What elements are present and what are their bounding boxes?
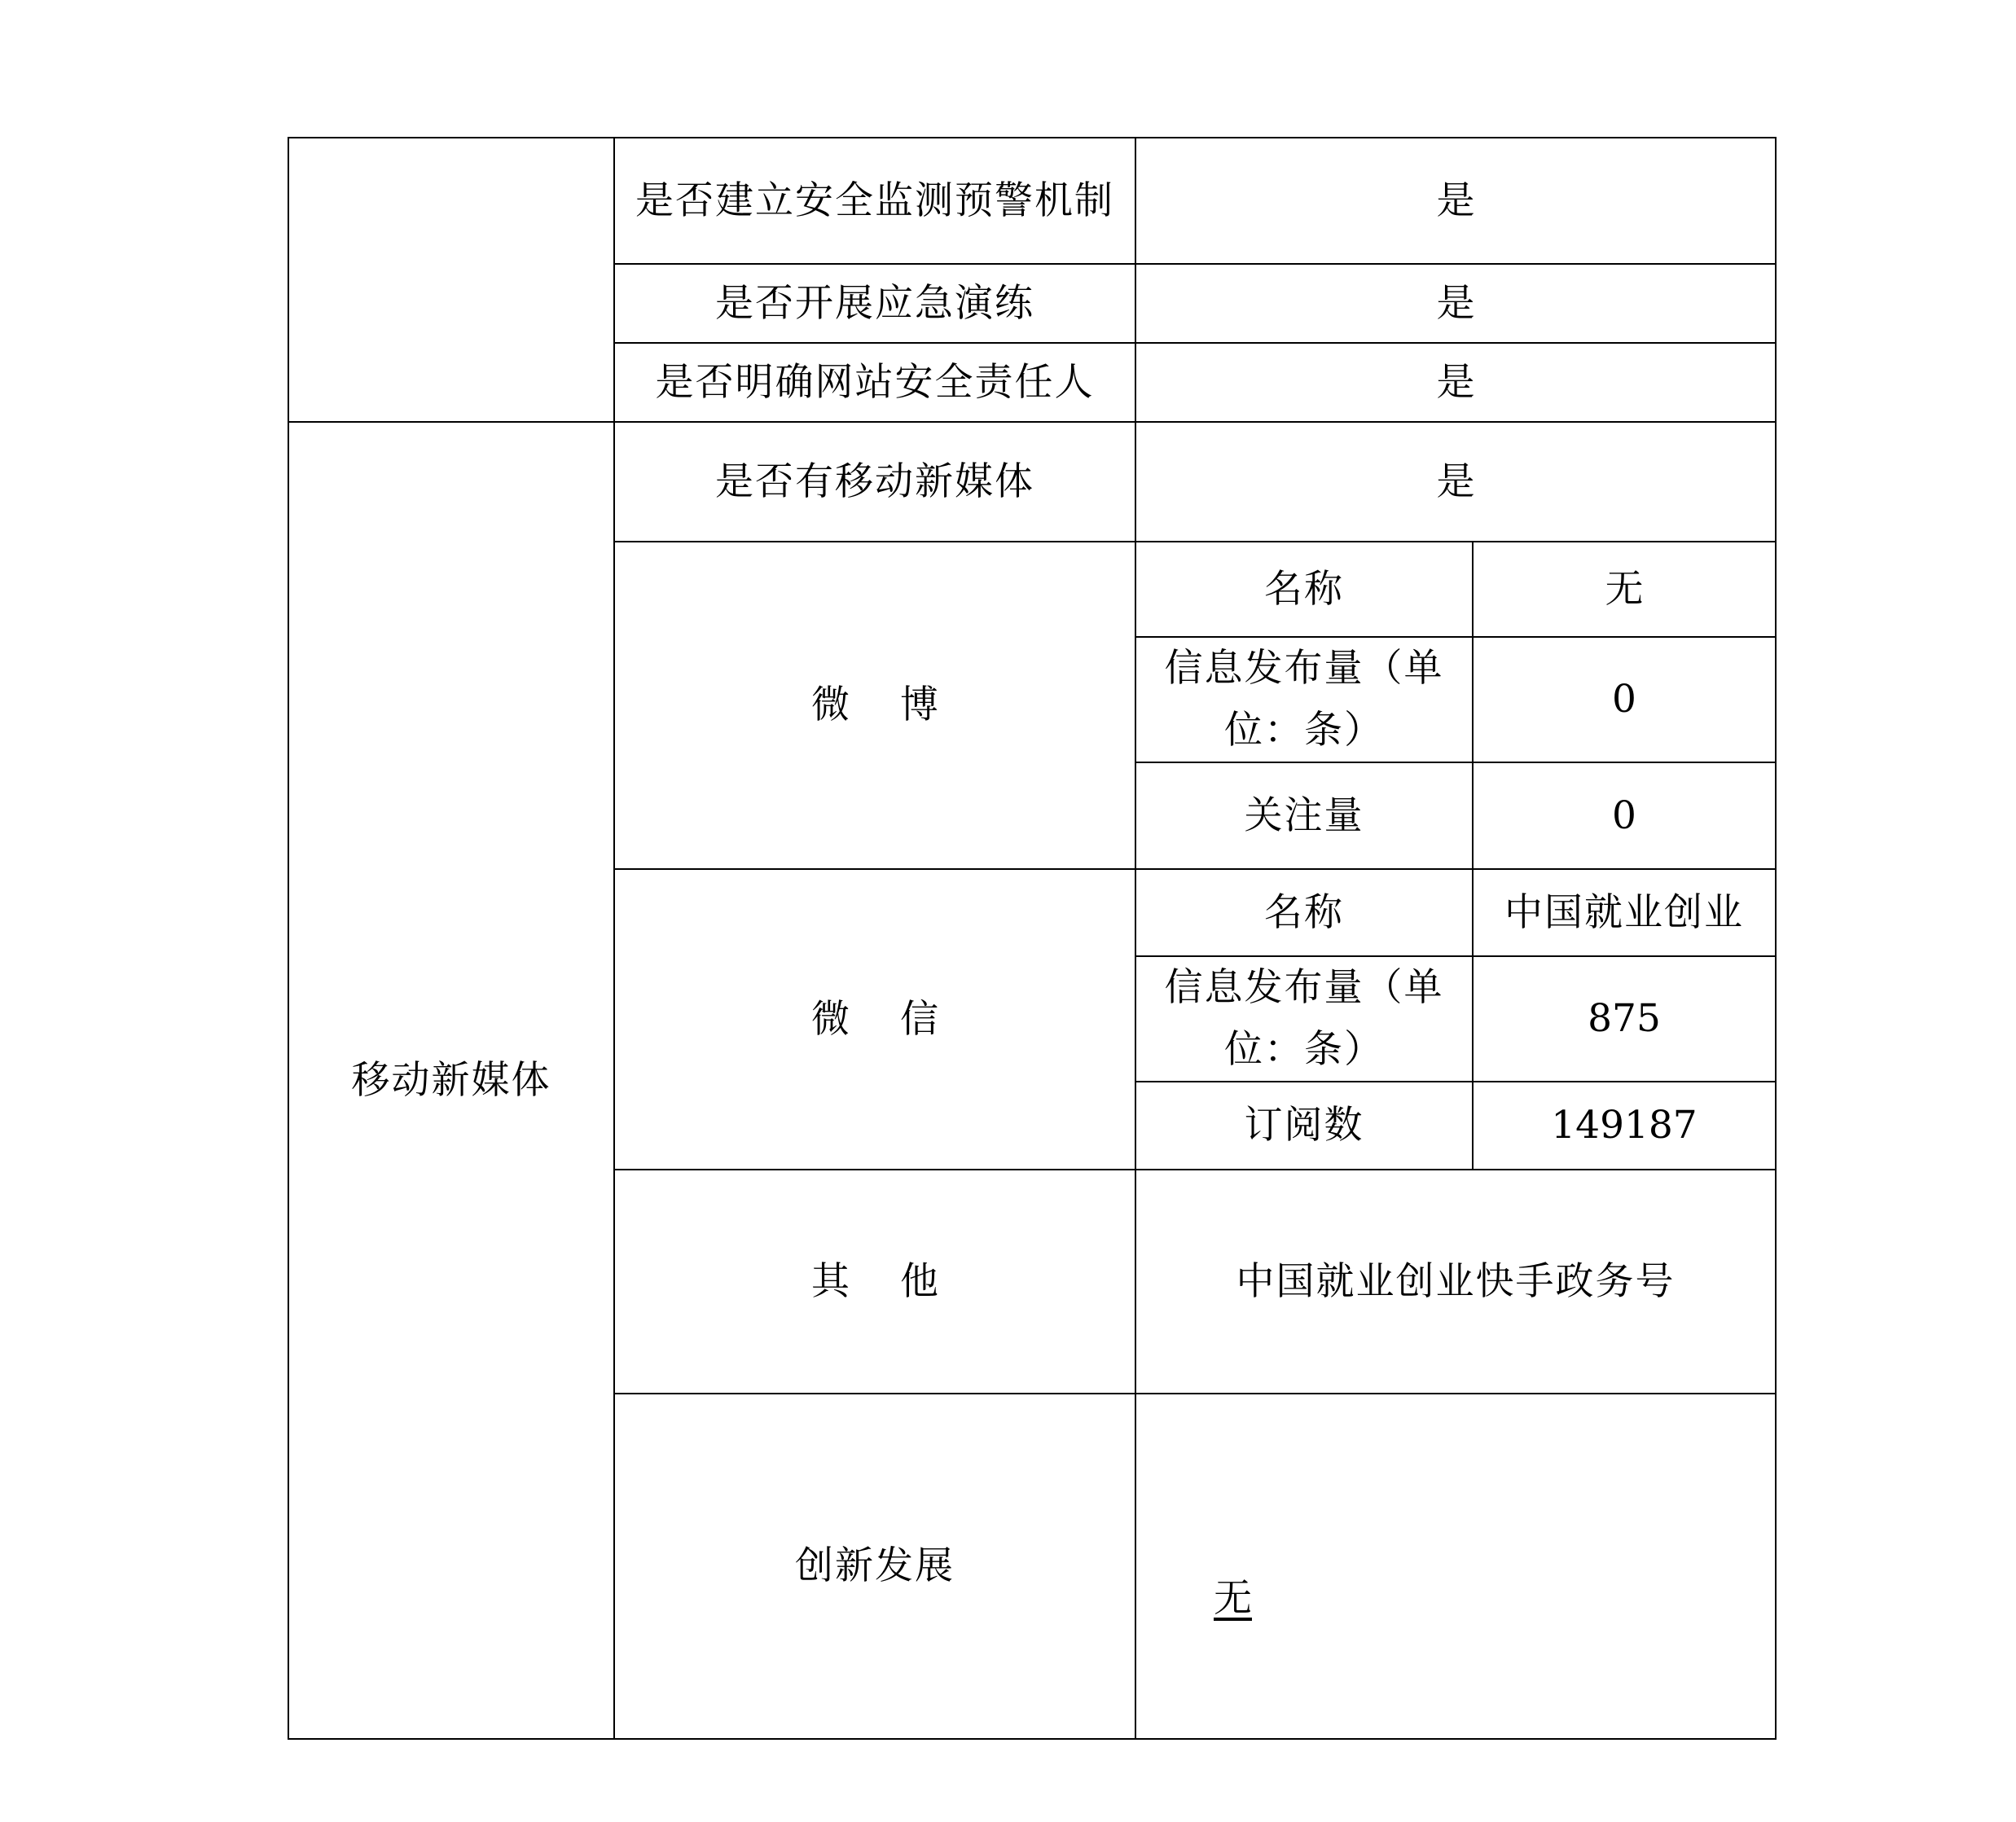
weibo-posts-label: 信息发布量（单位：条） (1135, 637, 1473, 762)
other-value: 中国就业创业快手政务号 (1135, 1170, 1776, 1394)
drill-label: 是否开展应急演练 (614, 264, 1135, 343)
wechat-posts-value: 875 (1473, 956, 1776, 1082)
other-label: 其他 (614, 1170, 1135, 1394)
wechat-name-label: 名称 (1135, 869, 1473, 956)
wechat-name-value: 中国就业创业 (1473, 869, 1776, 956)
weibo-name-label: 名称 (1135, 542, 1473, 637)
weibo-follow-label: 关注量 (1135, 762, 1473, 869)
weibo-posts-value: 0 (1473, 637, 1776, 762)
has-media-value: 是 (1135, 422, 1776, 542)
innovation-value: 无 (1214, 1576, 1252, 1621)
innovation-label: 创新发展 (614, 1394, 1135, 1739)
monitoring-value: 是 (1135, 138, 1776, 264)
monitoring-label: 是否建立安全监测预警机制 (614, 138, 1135, 264)
weibo-name-value: 无 (1473, 542, 1776, 637)
wechat-subs-label: 订阅数 (1135, 1082, 1473, 1170)
media-section-label: 移动新媒体 (288, 422, 614, 1739)
responsible-value: 是 (1135, 343, 1776, 422)
weibo-label: 微博 (614, 542, 1135, 869)
drill-value: 是 (1135, 264, 1776, 343)
table-row (288, 422, 1776, 542)
wechat-posts-label: 信息发布量（单位：条） (1135, 956, 1473, 1082)
innovation-cell (1135, 1394, 1776, 1739)
has-media-label: 是否有移动新媒体 (614, 422, 1135, 542)
wechat-subs-value: 149187 (1473, 1082, 1776, 1170)
report-table (288, 137, 1777, 1740)
responsible-label: 是否明确网站安全责任人 (614, 343, 1135, 422)
security-section-cell (288, 138, 614, 422)
table-row (288, 138, 1776, 264)
wechat-label: 微信 (614, 869, 1135, 1170)
weibo-follow-value: 0 (1473, 762, 1776, 869)
